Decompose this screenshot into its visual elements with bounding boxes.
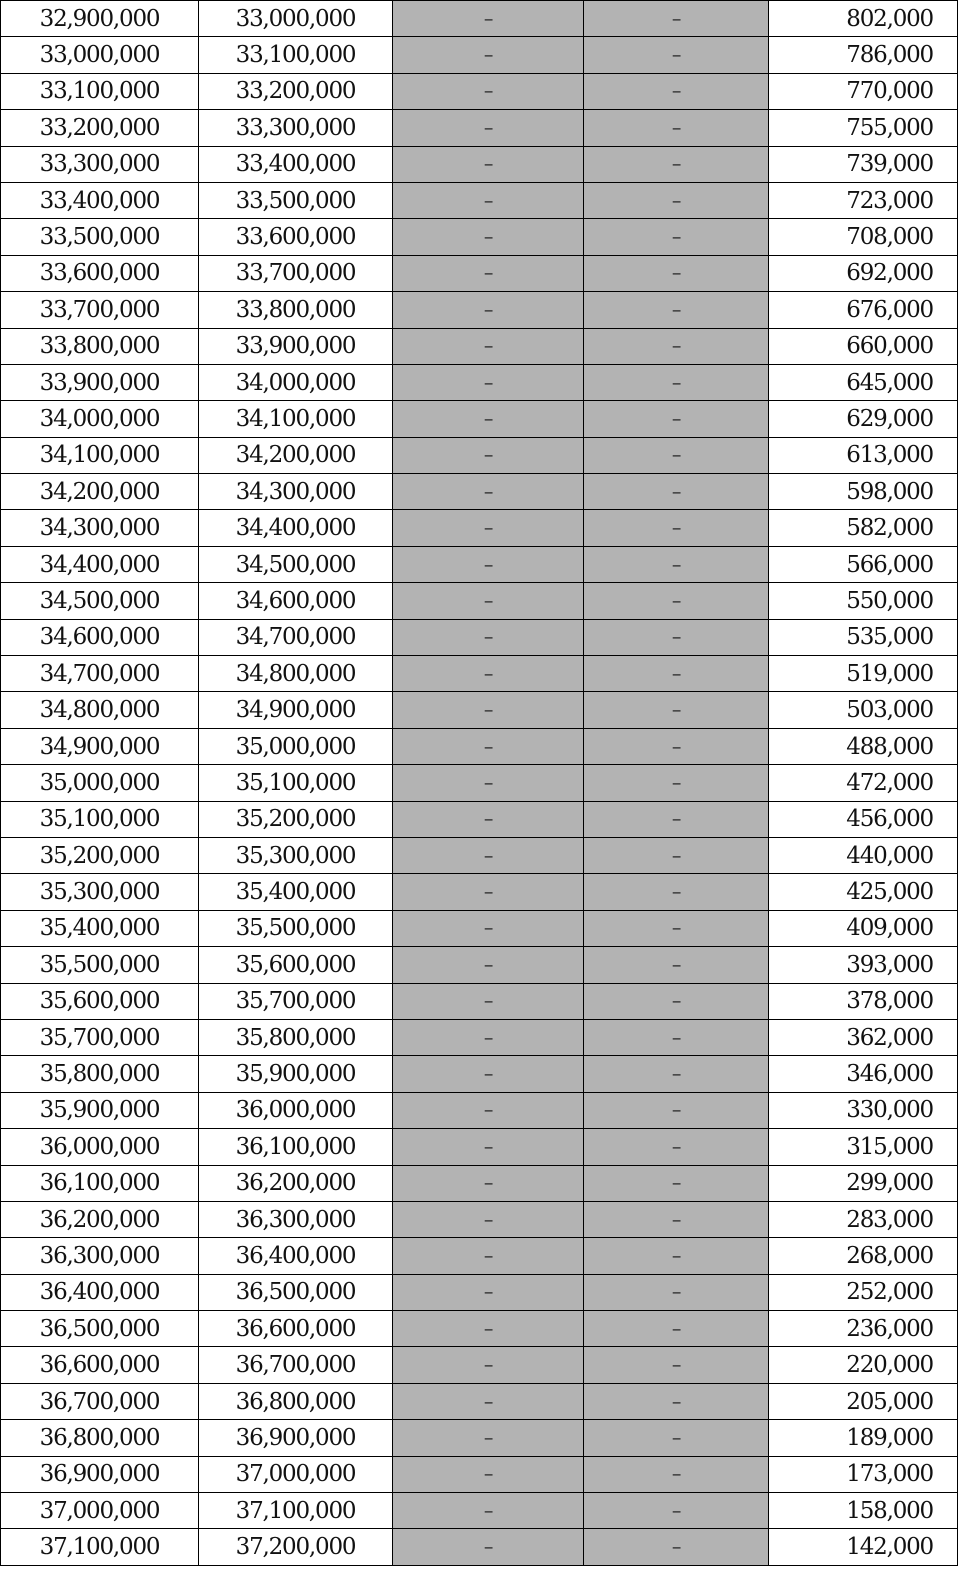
income-from-cell: 34,400,000: [1, 546, 199, 582]
shaded-cell: –: [584, 619, 769, 655]
income-to-cell: 34,500,000: [199, 546, 393, 582]
amount-cell: 409,000: [769, 910, 958, 946]
income-from-cell: 34,900,000: [1, 728, 199, 764]
shaded-cell: –: [584, 983, 769, 1019]
shaded-cell: –: [584, 1383, 769, 1419]
amount-cell: 488,000: [769, 728, 958, 764]
shaded-cell: –: [584, 1092, 769, 1128]
shaded-cell: –: [393, 619, 584, 655]
shaded-cell: –: [584, 510, 769, 546]
income-to-cell: 34,600,000: [199, 583, 393, 619]
income-to-cell: 37,100,000: [199, 1493, 393, 1529]
shaded-cell: –: [584, 801, 769, 837]
income-to-cell: 33,800,000: [199, 292, 393, 328]
shaded-cell: –: [584, 1420, 769, 1456]
income-to-cell: 36,300,000: [199, 1201, 393, 1237]
income-to-cell: 36,600,000: [199, 1311, 393, 1347]
amount-cell: 676,000: [769, 292, 958, 328]
table-row: [1, 546, 958, 582]
shaded-cell: –: [393, 110, 584, 146]
table-row: [1, 1529, 958, 1565]
shaded-cell: –: [393, 182, 584, 218]
table-row: [1, 1019, 958, 1055]
income-from-cell: 36,800,000: [1, 1420, 199, 1456]
amount-cell: 660,000: [769, 328, 958, 364]
shaded-cell: –: [584, 110, 769, 146]
shaded-cell: –: [393, 1238, 584, 1274]
shaded-cell: –: [584, 1456, 769, 1492]
income-from-cell: 32,900,000: [1, 1, 199, 37]
shaded-cell: –: [393, 1019, 584, 1055]
amount-cell: 598,000: [769, 474, 958, 510]
shaded-cell: –: [584, 474, 769, 510]
shaded-cell: –: [584, 255, 769, 291]
table-row: [1, 364, 958, 400]
income-from-cell: 34,800,000: [1, 692, 199, 728]
table-row: [1, 801, 958, 837]
income-to-cell: 37,000,000: [199, 1456, 393, 1492]
amount-cell: 723,000: [769, 182, 958, 218]
shaded-cell: –: [393, 874, 584, 910]
income-to-cell: 35,000,000: [199, 728, 393, 764]
shaded-cell: –: [584, 401, 769, 437]
income-to-cell: 34,200,000: [199, 437, 393, 473]
amount-cell: 755,000: [769, 110, 958, 146]
amount-cell: 268,000: [769, 1238, 958, 1274]
income-to-cell: 34,700,000: [199, 619, 393, 655]
table-row: [1, 983, 958, 1019]
table-row: [1, 1493, 958, 1529]
income-to-cell: 34,000,000: [199, 364, 393, 400]
income-from-cell: 34,100,000: [1, 437, 199, 473]
amount-cell: 472,000: [769, 765, 958, 801]
amount-cell: 393,000: [769, 947, 958, 983]
table-row: [1, 437, 958, 473]
income-to-cell: 36,500,000: [199, 1274, 393, 1310]
shaded-cell: –: [584, 692, 769, 728]
amount-cell: 550,000: [769, 583, 958, 619]
table-row: [1, 146, 958, 182]
income-from-cell: 33,200,000: [1, 110, 199, 146]
shaded-cell: –: [393, 1, 584, 37]
shaded-cell: –: [393, 583, 584, 619]
income-from-cell: 33,300,000: [1, 146, 199, 182]
shaded-cell: –: [393, 1274, 584, 1310]
shaded-cell: –: [584, 73, 769, 109]
shaded-cell: –: [393, 910, 584, 946]
amount-cell: 786,000: [769, 37, 958, 73]
amount-cell: 362,000: [769, 1019, 958, 1055]
shaded-cell: –: [584, 765, 769, 801]
shaded-cell: –: [393, 837, 584, 873]
shaded-cell: –: [393, 1493, 584, 1529]
shaded-cell: –: [584, 328, 769, 364]
amount-cell: 456,000: [769, 801, 958, 837]
table-row: [1, 692, 958, 728]
shaded-cell: –: [584, 1056, 769, 1092]
table-row: [1, 182, 958, 218]
shaded-cell: –: [584, 910, 769, 946]
income-to-cell: 33,700,000: [199, 255, 393, 291]
income-to-cell: 35,100,000: [199, 765, 393, 801]
income-from-cell: 33,500,000: [1, 219, 199, 255]
shaded-cell: –: [584, 1129, 769, 1165]
income-to-cell: 35,600,000: [199, 947, 393, 983]
table-row: [1, 1347, 958, 1383]
income-from-cell: 33,600,000: [1, 255, 199, 291]
income-to-cell: 37,200,000: [199, 1529, 393, 1565]
shaded-cell: –: [393, 765, 584, 801]
table-row: [1, 837, 958, 873]
shaded-cell: –: [584, 437, 769, 473]
income-from-cell: 34,200,000: [1, 474, 199, 510]
income-to-cell: 35,800,000: [199, 1019, 393, 1055]
shaded-cell: –: [584, 292, 769, 328]
shaded-cell: –: [393, 1311, 584, 1347]
income-from-cell: 37,100,000: [1, 1529, 199, 1565]
income-from-cell: 34,600,000: [1, 619, 199, 655]
amount-cell: 629,000: [769, 401, 958, 437]
shaded-cell: –: [584, 219, 769, 255]
amount-cell: 173,000: [769, 1456, 958, 1492]
income-to-cell: 35,400,000: [199, 874, 393, 910]
shaded-cell: –: [584, 837, 769, 873]
table-row: [1, 1238, 958, 1274]
income-to-cell: 33,200,000: [199, 73, 393, 109]
amount-cell: 440,000: [769, 837, 958, 873]
income-to-cell: 35,300,000: [199, 837, 393, 873]
income-from-cell: 37,000,000: [1, 1493, 199, 1529]
income-from-cell: 33,800,000: [1, 328, 199, 364]
shaded-cell: –: [393, 474, 584, 510]
table-row: [1, 1420, 958, 1456]
shaded-cell: –: [393, 692, 584, 728]
table-row: [1, 1056, 958, 1092]
table-row: [1, 1383, 958, 1419]
income-from-cell: 36,900,000: [1, 1456, 199, 1492]
shaded-cell: –: [393, 728, 584, 764]
shaded-cell: –: [393, 73, 584, 109]
income-from-cell: 35,600,000: [1, 983, 199, 1019]
amount-cell: 708,000: [769, 219, 958, 255]
income-to-cell: 34,400,000: [199, 510, 393, 546]
amount-cell: 770,000: [769, 73, 958, 109]
shaded-cell: –: [393, 328, 584, 364]
table-row: [1, 474, 958, 510]
shaded-cell: –: [393, 656, 584, 692]
income-to-cell: 34,900,000: [199, 692, 393, 728]
income-to-cell: 36,900,000: [199, 1420, 393, 1456]
table-row: [1, 328, 958, 364]
income-to-cell: 33,100,000: [199, 37, 393, 73]
table-row: [1, 910, 958, 946]
shaded-cell: –: [393, 437, 584, 473]
income-from-cell: 33,400,000: [1, 182, 199, 218]
income-from-cell: 33,700,000: [1, 292, 199, 328]
income-from-cell: 35,300,000: [1, 874, 199, 910]
shaded-cell: –: [584, 583, 769, 619]
income-to-cell: 36,100,000: [199, 1129, 393, 1165]
income-from-cell: 33,100,000: [1, 73, 199, 109]
income-from-cell: 36,500,000: [1, 1311, 199, 1347]
shaded-cell: –: [584, 947, 769, 983]
table-row: [1, 1311, 958, 1347]
income-to-cell: 33,900,000: [199, 328, 393, 364]
income-to-cell: 34,300,000: [199, 474, 393, 510]
income-to-cell: 33,500,000: [199, 182, 393, 218]
amount-cell: 739,000: [769, 146, 958, 182]
shaded-cell: –: [584, 874, 769, 910]
table-row: [1, 110, 958, 146]
amount-cell: 692,000: [769, 255, 958, 291]
table-row: [1, 1129, 958, 1165]
income-to-cell: 35,500,000: [199, 910, 393, 946]
table-row: [1, 219, 958, 255]
amount-cell: 142,000: [769, 1529, 958, 1565]
amount-cell: 582,000: [769, 510, 958, 546]
amount-cell: 189,000: [769, 1420, 958, 1456]
income-to-cell: 34,800,000: [199, 656, 393, 692]
amount-cell: 425,000: [769, 874, 958, 910]
shaded-cell: –: [584, 364, 769, 400]
shaded-cell: –: [584, 1529, 769, 1565]
income-to-cell: 33,000,000: [199, 1, 393, 37]
shaded-cell: –: [584, 182, 769, 218]
income-to-cell: 33,300,000: [199, 110, 393, 146]
income-from-cell: 36,600,000: [1, 1347, 199, 1383]
income-to-cell: 34,100,000: [199, 401, 393, 437]
table-row: [1, 510, 958, 546]
table-row: [1, 728, 958, 764]
table-row: [1, 874, 958, 910]
table-row: [1, 1, 958, 37]
shaded-cell: –: [584, 1493, 769, 1529]
shaded-cell: –: [393, 401, 584, 437]
shaded-cell: –: [393, 1383, 584, 1419]
amount-cell: 220,000: [769, 1347, 958, 1383]
shaded-cell: –: [393, 510, 584, 546]
table-row: [1, 947, 958, 983]
shaded-cell: –: [584, 546, 769, 582]
amount-cell: 378,000: [769, 983, 958, 1019]
amount-cell: 315,000: [769, 1129, 958, 1165]
income-from-cell: 36,000,000: [1, 1129, 199, 1165]
table-row: [1, 1201, 958, 1237]
table-row: [1, 656, 958, 692]
tax-table-body: [1, 1, 958, 1566]
shaded-cell: –: [393, 1347, 584, 1383]
shaded-cell: –: [393, 1129, 584, 1165]
income-from-cell: 36,200,000: [1, 1201, 199, 1237]
income-to-cell: 35,700,000: [199, 983, 393, 1019]
shaded-cell: –: [584, 37, 769, 73]
income-to-cell: 36,700,000: [199, 1347, 393, 1383]
shaded-cell: –: [584, 1238, 769, 1274]
income-from-cell: 35,000,000: [1, 765, 199, 801]
amount-cell: 613,000: [769, 437, 958, 473]
shaded-cell: –: [584, 728, 769, 764]
shaded-cell: –: [393, 1456, 584, 1492]
amount-cell: 645,000: [769, 364, 958, 400]
income-from-cell: 34,000,000: [1, 401, 199, 437]
income-to-cell: 36,000,000: [199, 1092, 393, 1128]
shaded-cell: –: [584, 1274, 769, 1310]
income-from-cell: 35,800,000: [1, 1056, 199, 1092]
income-from-cell: 35,400,000: [1, 910, 199, 946]
income-to-cell: 35,200,000: [199, 801, 393, 837]
shaded-cell: –: [393, 947, 584, 983]
amount-cell: 252,000: [769, 1274, 958, 1310]
income-to-cell: 36,400,000: [199, 1238, 393, 1274]
amount-cell: 158,000: [769, 1493, 958, 1529]
income-to-cell: 36,800,000: [199, 1383, 393, 1419]
table-row: [1, 37, 958, 73]
income-to-cell: 35,900,000: [199, 1056, 393, 1092]
shaded-cell: –: [393, 1092, 584, 1128]
amount-cell: 205,000: [769, 1383, 958, 1419]
income-from-cell: 36,400,000: [1, 1274, 199, 1310]
income-from-cell: 34,500,000: [1, 583, 199, 619]
shaded-cell: –: [393, 801, 584, 837]
shaded-cell: –: [393, 546, 584, 582]
shaded-cell: –: [393, 1420, 584, 1456]
income-to-cell: 36,200,000: [199, 1165, 393, 1201]
table-row: [1, 401, 958, 437]
amount-cell: 566,000: [769, 546, 958, 582]
shaded-cell: –: [584, 1, 769, 37]
income-to-cell: 33,600,000: [199, 219, 393, 255]
income-to-cell: 33,400,000: [199, 146, 393, 182]
income-from-cell: 35,700,000: [1, 1019, 199, 1055]
table-row: [1, 1165, 958, 1201]
table-row: [1, 73, 958, 109]
shaded-cell: –: [393, 1529, 584, 1565]
income-from-cell: 35,200,000: [1, 837, 199, 873]
table-row: [1, 255, 958, 291]
income-from-cell: 36,700,000: [1, 1383, 199, 1419]
shaded-cell: –: [393, 255, 584, 291]
amount-cell: 236,000: [769, 1311, 958, 1347]
amount-cell: 346,000: [769, 1056, 958, 1092]
amount-cell: 503,000: [769, 692, 958, 728]
amount-cell: 519,000: [769, 656, 958, 692]
income-from-cell: 34,700,000: [1, 656, 199, 692]
income-from-cell: 35,900,000: [1, 1092, 199, 1128]
amount-cell: 299,000: [769, 1165, 958, 1201]
amount-cell: 802,000: [769, 1, 958, 37]
shaded-cell: –: [584, 1201, 769, 1237]
shaded-cell: –: [393, 1056, 584, 1092]
amount-cell: 283,000: [769, 1201, 958, 1237]
income-from-cell: 35,500,000: [1, 947, 199, 983]
shaded-cell: –: [393, 364, 584, 400]
income-from-cell: 36,100,000: [1, 1165, 199, 1201]
table-row: [1, 1456, 958, 1492]
table-row: [1, 765, 958, 801]
shaded-cell: –: [393, 219, 584, 255]
shaded-cell: –: [584, 1165, 769, 1201]
shaded-cell: –: [393, 983, 584, 1019]
amount-cell: 535,000: [769, 619, 958, 655]
shaded-cell: –: [584, 1347, 769, 1383]
income-from-cell: 35,100,000: [1, 801, 199, 837]
table-row: [1, 1274, 958, 1310]
shaded-cell: –: [393, 37, 584, 73]
shaded-cell: –: [393, 1165, 584, 1201]
shaded-cell: –: [393, 1201, 584, 1237]
shaded-cell: –: [584, 1019, 769, 1055]
income-from-cell: 33,000,000: [1, 37, 199, 73]
table-row: [1, 583, 958, 619]
income-from-cell: 33,900,000: [1, 364, 199, 400]
shaded-cell: –: [393, 292, 584, 328]
table-row: [1, 292, 958, 328]
income-from-cell: 34,300,000: [1, 510, 199, 546]
shaded-cell: –: [584, 1311, 769, 1347]
table-row: [1, 1092, 958, 1128]
table-row: [1, 619, 958, 655]
shaded-cell: –: [584, 656, 769, 692]
amount-cell: 330,000: [769, 1092, 958, 1128]
shaded-cell: –: [393, 146, 584, 182]
income-from-cell: 36,300,000: [1, 1238, 199, 1274]
shaded-cell: –: [584, 146, 769, 182]
